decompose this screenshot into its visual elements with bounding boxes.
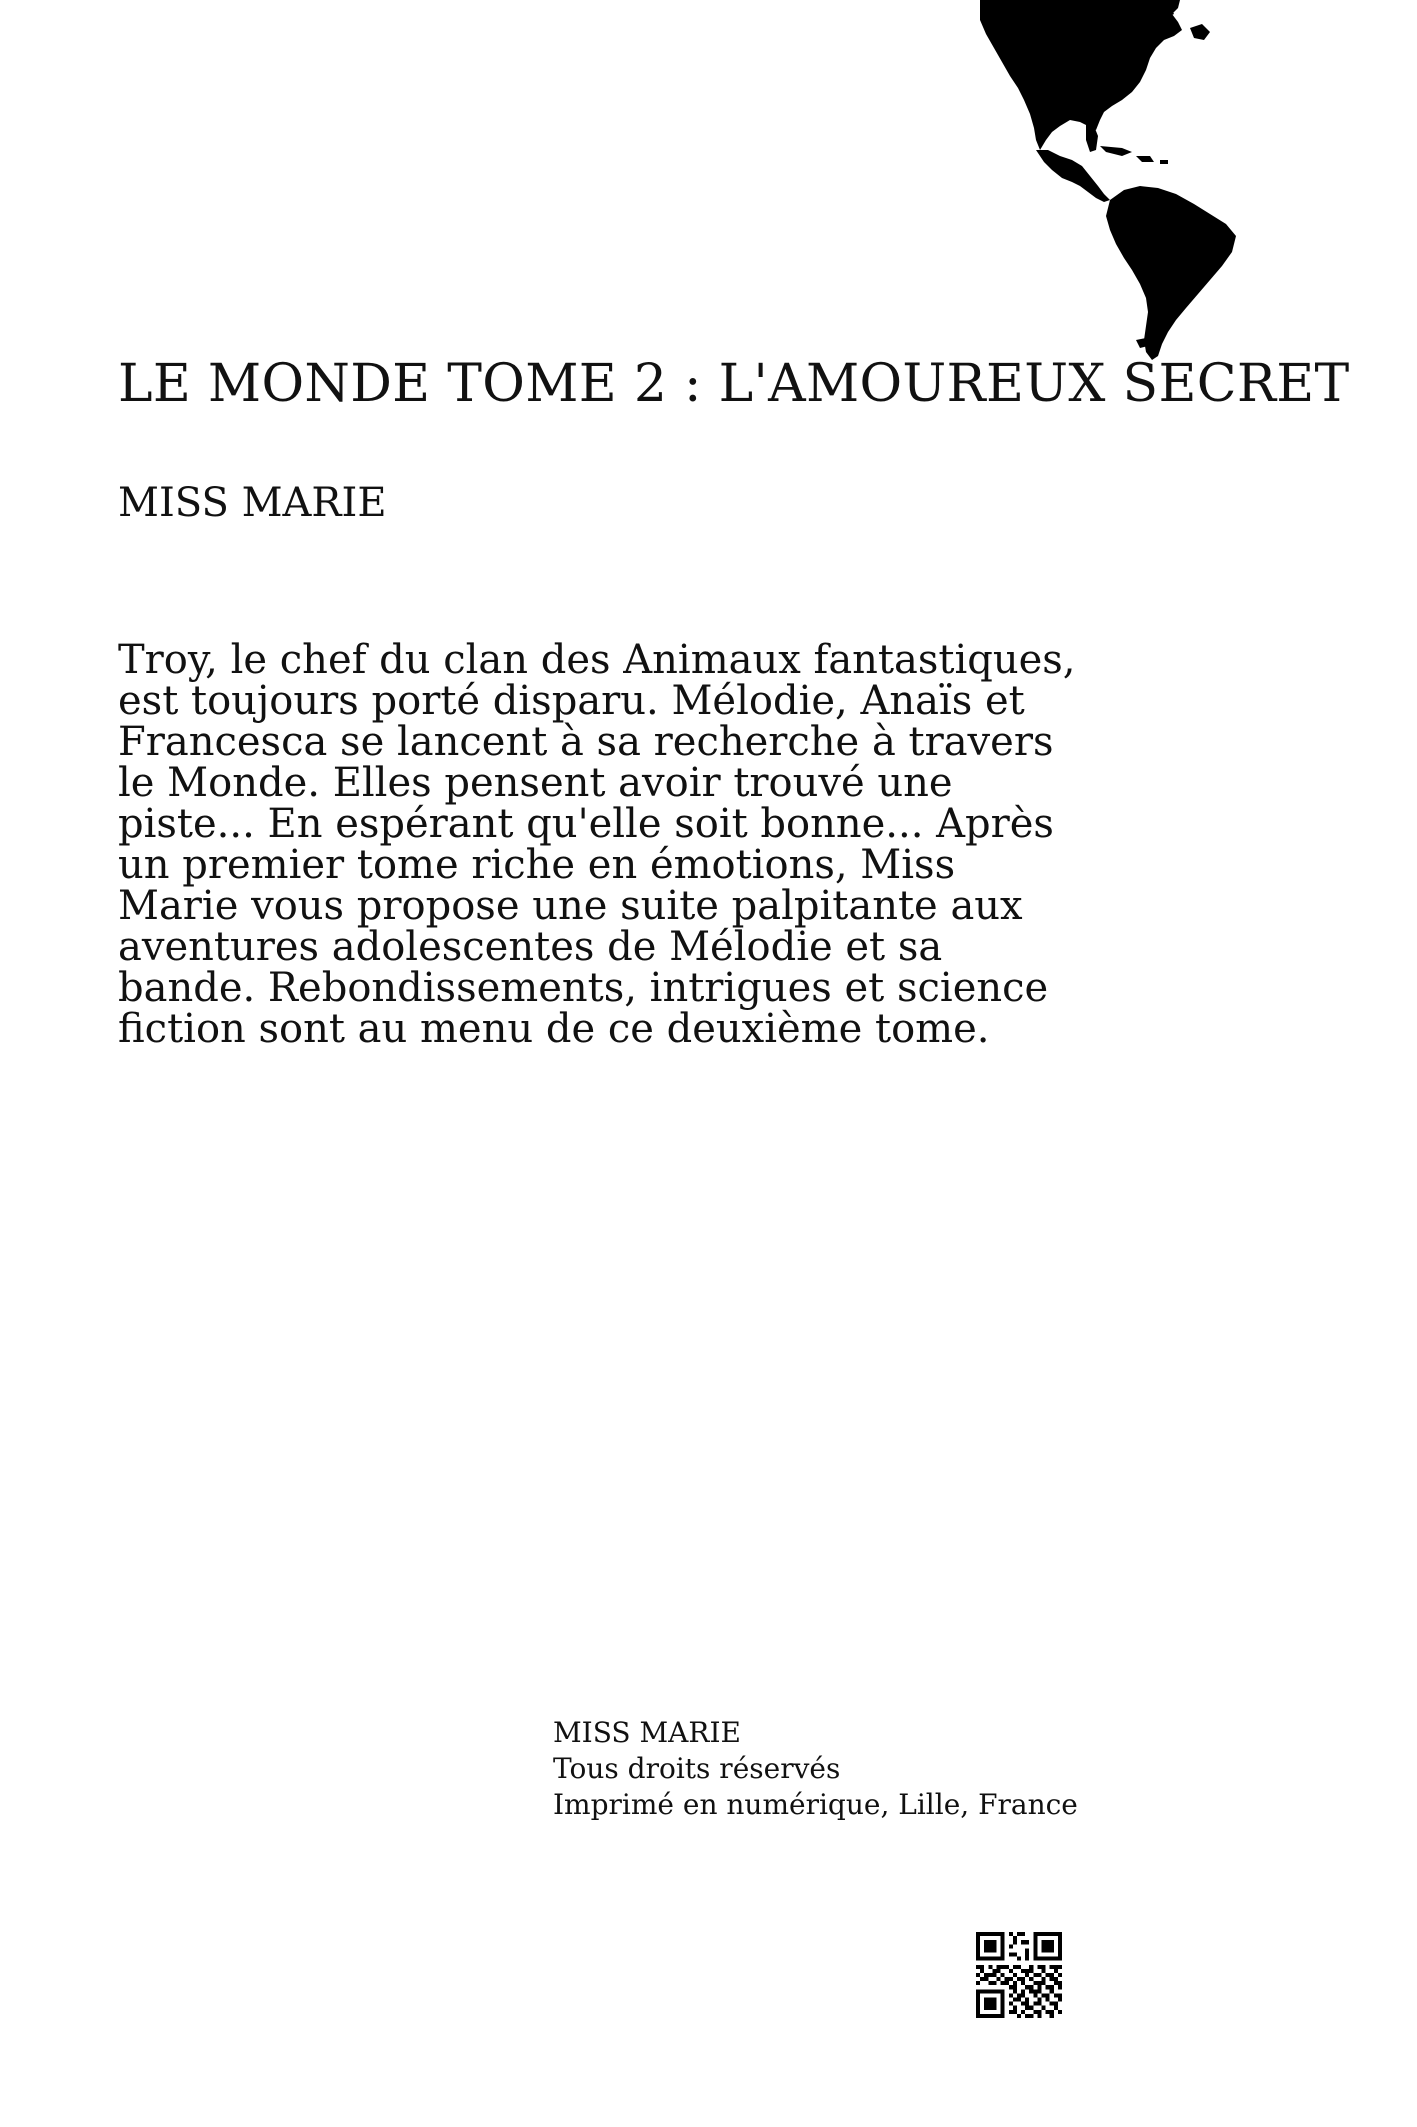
qr-code-icon bbox=[976, 1932, 1062, 2018]
credits-rights: Tous droits réservés bbox=[553, 1752, 841, 1785]
credits-block bbox=[553, 1715, 1078, 1823]
americas-map-illustration bbox=[860, 0, 1280, 360]
credits-publisher: MISS MARIE bbox=[553, 1716, 741, 1749]
book-summary: Troy, le chef du clan des Animaux fantastiques, est toujours porté disparu. Mélodie, Anaïs et Francesca se lancent à sa recherche à travers le Monde. Elles pensent avoir trouvé une piste... En espérant qu'elle soit bonne... Après un premier tome riche en émotions, Miss Marie vous propose une suite palpitante aux aventures adolescentes de Mélodie et sa bande. Rebondissements, intrigues et science fiction sont au menu de ce deuxième tome. bbox=[118, 637, 1076, 1052]
book-title: LE MONDE TOME 2 : L'AMOUREUX SECRET bbox=[118, 354, 1350, 414]
credits-printing: Imprimé en numérique, Lille, France bbox=[553, 1788, 1078, 1821]
author-name: MISS MARIE bbox=[118, 480, 387, 526]
